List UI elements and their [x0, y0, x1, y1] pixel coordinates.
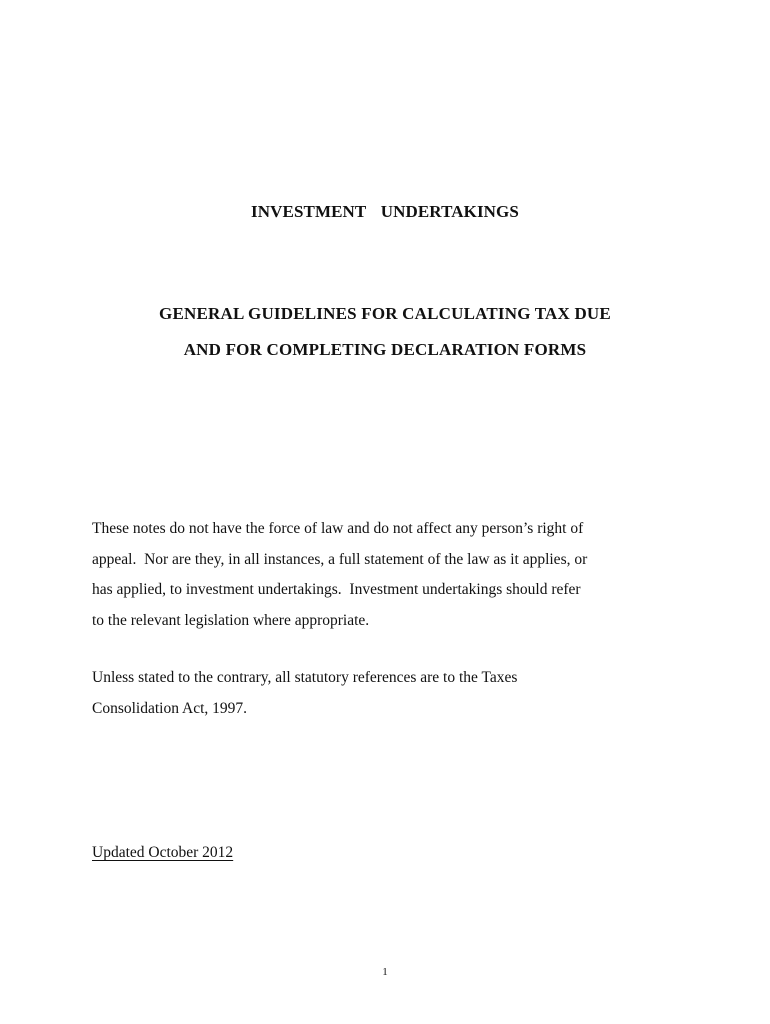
statutory-reference-paragraph	[92, 663, 692, 724]
updated-date: Updated October 2012	[92, 844, 234, 861]
page-number: 1	[382, 966, 388, 978]
disclaimer-line-3: has applied, to investment undertakings. Investment undertakings should refer	[92, 581, 581, 598]
disclaimer-line-2: appeal. Nor are they, in all instances, a full statement of the law as it applies, or	[92, 550, 588, 568]
disclaimer-paragraph	[92, 514, 692, 636]
statutory-line-1: Unless stated to the contrary, all statutory references are to the Taxes	[92, 669, 518, 686]
document-title: INVESTMENT UNDERTAKINGS	[251, 202, 519, 221]
disclaimer-line-1: These notes do not have the force of law and do not affect any person’s right of	[92, 520, 584, 537]
subtitle-line-1: GENERAL GUIDELINES FOR CALCULATING TAX DUE	[159, 304, 611, 323]
subtitle-line-2: AND FOR COMPLETING DECLARATION FORMS	[183, 340, 587, 359]
disclaimer-line-4: to the relevant legislation where appropriate.	[92, 611, 370, 629]
statutory-line-2: Consolidation Act, 1997.	[92, 699, 247, 717]
